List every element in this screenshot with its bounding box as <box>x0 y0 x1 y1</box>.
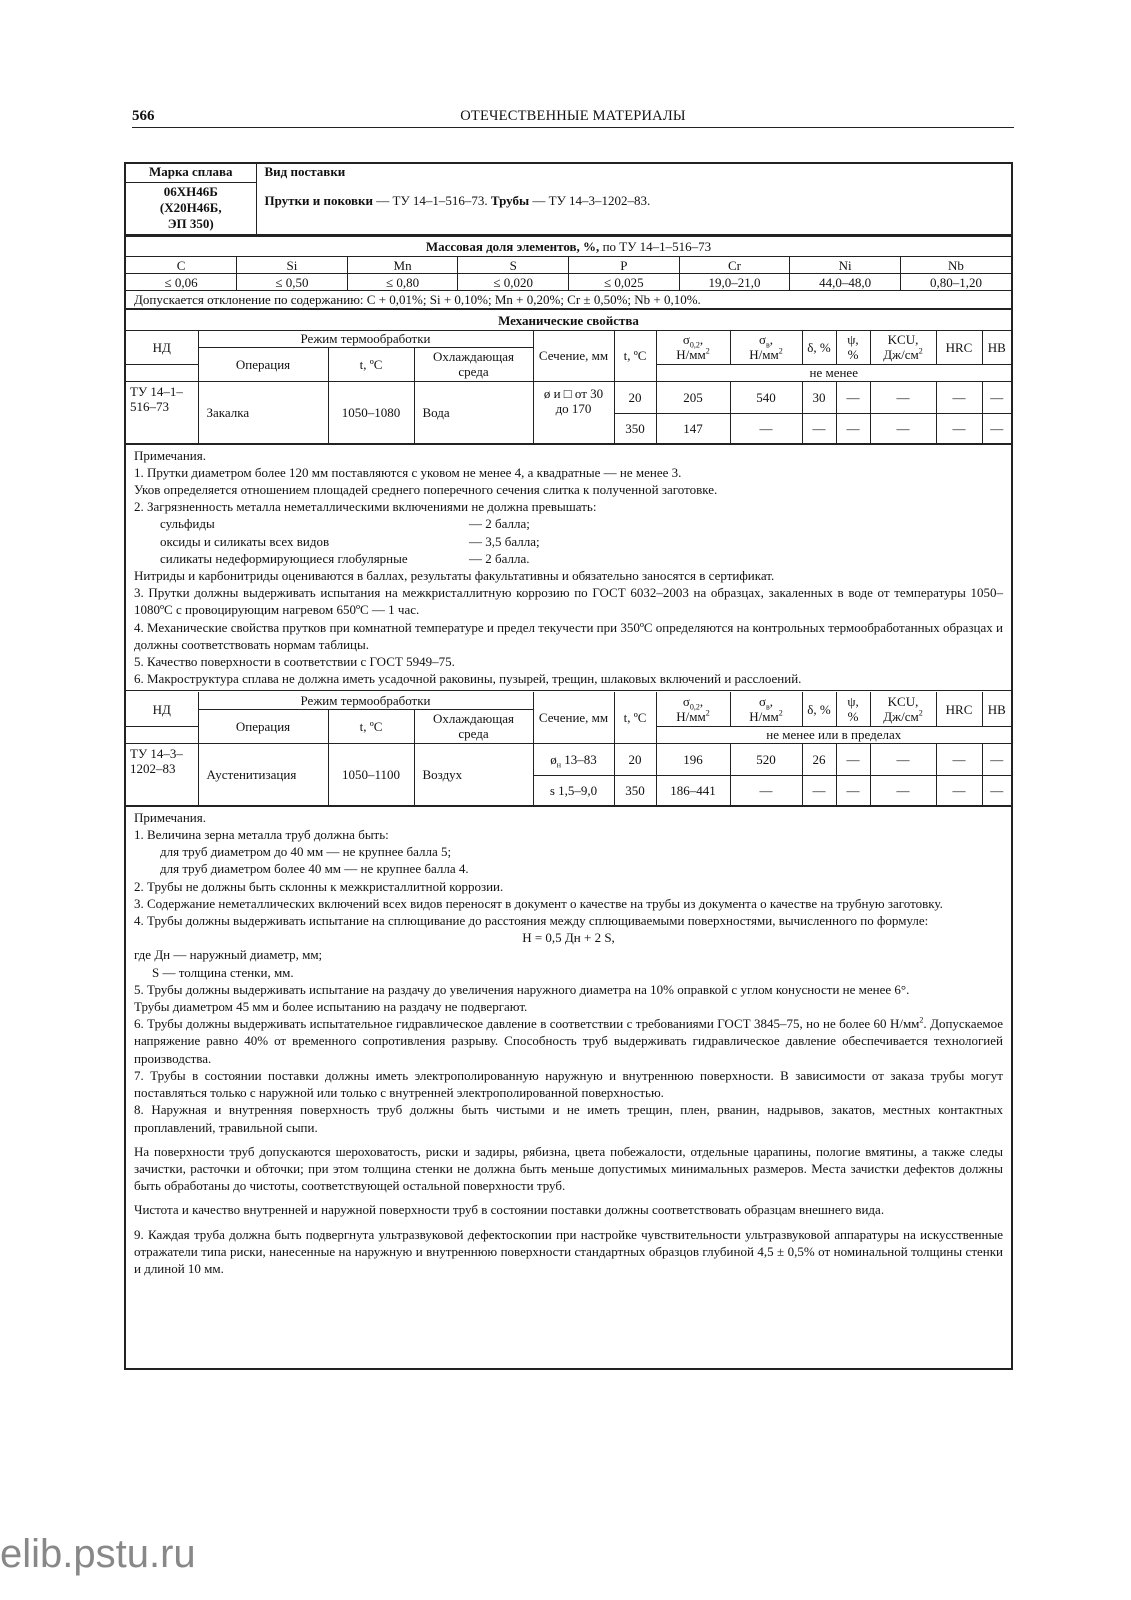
element-ni: Ni <box>790 257 901 274</box>
note-bars-5: 5. Качество поверхности в соответствии с ГОСТ 5949–75. <box>134 653 455 669</box>
hdr-reduction: ψ, % <box>836 330 870 364</box>
element-c: C <box>126 257 237 274</box>
note-pipes-7: 7. Трубы в состоянии поставки должны иметь электрополированную наружную и внутреннюю поверхности. В зависимости от заказа трубы могут поставляться только с наружной или только с внутренней электрополированной поверхностью. <box>134 1067 1003 1101</box>
grade-name-line2: (Х20Н46Б, <box>159 199 222 215</box>
grade-name-line3: ЭП 350) <box>167 215 214 231</box>
hdr-cooling: Охлаждающая среда <box>414 347 533 381</box>
pipes-r2-yield: 186–441 <box>656 775 730 805</box>
hdr-heat-mode: Режим термообработки <box>198 330 533 347</box>
inclusion-row: сульфиды — 2 балла; <box>160 516 530 532</box>
table-row <box>126 381 1011 413</box>
note-pipes-8: 8. Наружная и внутренняя поверхность труб должны быть чистыми и не иметь трещин, плен, рванин, надрывов, закатов, местных контактных проплавлений, травильной сыпи. <box>134 1102 1003 1135</box>
bars-r1-hrc: — <box>936 381 982 413</box>
grade-name-line1: 06ХН46Б <box>163 183 218 199</box>
hdr-elongation: δ, % <box>802 692 836 726</box>
hdr-hrc: HRC <box>936 330 982 364</box>
hdr-kcu: KCU, $Дж/см^2$ <box>870 692 936 726</box>
delivery-text <box>265 193 1008 208</box>
pipes-label: Трубы <box>490 193 530 208</box>
hdr-hrc: HRC <box>936 692 982 726</box>
note-pipes-1: 1. Величина зерна металла труб должна быть: <box>134 827 389 843</box>
bars-r2-t: 350 <box>614 413 656 443</box>
note-pipes-9: 9. Каждая труба должна быть подвергнута ультразвуковой дефектоскопии при настройке чувствительности ультразвуковой аппаратуры на искусственные отражатели типа риски, нанесенные на наружную и внутреннюю поверхности стандартных образцов глубиной 4,5 ± 0,5% от номинальной толщины стенки и длиной 10 мм. <box>134 1226 1003 1276</box>
bars-r1-kcu: — <box>870 381 936 413</box>
running-head: ОТЕЧЕСТВЕННЫЕ МАТЕРИАЛЫ <box>460 108 686 124</box>
hdr-section: Сечение, мм <box>533 692 614 743</box>
hdr-yield: $\sigma_{0,2}$, $Н/мм^2$ <box>656 692 730 726</box>
value-cr: 19,0–21,0 <box>679 274 790 291</box>
value-c: ≤ 0,06 <box>126 274 237 291</box>
element-cr: Cr <box>679 257 790 274</box>
bars-r2-hb: — <box>982 413 1011 443</box>
notes-bars <box>126 444 1011 691</box>
element-p: P <box>569 257 680 274</box>
note-pipes-5b: Трубы диаметром 45 мм и более испытанию на раздачу не подвергают. <box>134 999 528 1015</box>
watermark: elib.pstu.ru <box>0 1532 196 1576</box>
min-note: не менее или в пределах <box>656 726 1011 743</box>
bars-temp: 1050–1080 <box>328 381 414 443</box>
pipes-section-1: $ø_н$ 13–83 <box>533 743 614 775</box>
note-pipes-1a: для труб диаметром до 40 мм — не крупнее балла 5; <box>160 844 452 860</box>
hdr-hb: HB <box>982 330 1011 364</box>
pipes-temp: 1050–1100 <box>328 743 414 805</box>
pipes-r1-red: — <box>836 743 870 775</box>
note-bars-4: 4. Механические свойства прутков при комнатной температуре и предел текучести при 350ºC определяются на контрольных термообработанных образцах и должны соответствовать нормам таблицы. <box>134 619 1003 652</box>
delivery-cell <box>256 164 1011 234</box>
pipes-r2-tensile: — <box>730 775 802 805</box>
bars-r1-t: 20 <box>614 381 656 413</box>
page-number: 566 <box>132 108 155 124</box>
mech-table-bars <box>126 311 1011 444</box>
material-card <box>124 162 1013 1370</box>
element-nb: Nb <box>900 257 1011 274</box>
hdr-nd: НД <box>126 330 198 364</box>
bars-section: ø и □ от 30 до 170 <box>533 381 614 443</box>
pipes-r2-kcu: — <box>870 775 936 805</box>
bars-operation: Закалка <box>198 381 328 443</box>
notes-pipes-title: Примечания. <box>134 809 206 825</box>
bars-r2-elong: — <box>802 413 836 443</box>
value-si: ≤ 0,50 <box>237 274 348 291</box>
element-mn: Mn <box>347 257 458 274</box>
delivery-label: Вид поставки <box>264 164 346 179</box>
inclusion-row: оксиды и силикаты всех видов — 3,5 балла; <box>160 533 540 549</box>
value-p: ≤ 0,025 <box>569 274 680 291</box>
grade-table <box>126 164 1011 235</box>
hdr-cooling: Охлаждающая среда <box>414 709 533 743</box>
composition-title-std: по ТУ 14–1–516–73 <box>599 239 712 255</box>
note-pipes-5: 5. Трубы должны выдерживать испытание на раздачу до увеличения наружного диаметра на 10% оправкой с углом конусности не менее 6°. <box>134 981 910 997</box>
bars-r1-red: — <box>836 381 870 413</box>
pipes-r1-hrc: — <box>936 743 982 775</box>
flattening-formula: H = 0,5 Дн + 2 S, <box>522 930 615 946</box>
bars-r2-yield: 147 <box>656 413 730 443</box>
hdr-reduction: ψ, % <box>836 692 870 726</box>
hdr-nd: НД <box>126 692 198 726</box>
note-bars-2b: Нитриды и карбонитриды оцениваются в баллах, результаты факультативны и обязательно заносятся в сертификат. <box>134 567 775 583</box>
composition-deviation: Допускается отклонение по содержанию: C + 0,01%; Si + 0,10%; Mn + 0,20%; Cr ± 0,50%; Nb + 0,10%. <box>126 291 1011 309</box>
hdr-temp: t, ºC <box>328 709 414 743</box>
grade-label: Марка сплава <box>126 164 256 182</box>
bars-r2-kcu: — <box>870 413 936 443</box>
bars-r1-tensile: 540 <box>730 381 802 413</box>
pipes-section-2: s 1,5–9,0 <box>533 775 614 805</box>
note-pipes-cleanliness: Чистота и качество внутренней и наружной поверхности труб в состоянии поставки должны соответствовать образцам внешнего вида. <box>134 1202 885 1218</box>
hdr-elongation: δ, % <box>802 330 836 364</box>
composition-table <box>126 238 1011 310</box>
bars-nd: ТУ 14–1–516–73 <box>126 381 198 443</box>
note-bars-6: 6. Макроструктура сплава не должна иметь усадочной раковины, пузырей, трещин, шлаковых включений и расслоений. <box>134 671 802 687</box>
hdr-kcu: KCU, $Дж/см^2$ <box>870 330 936 364</box>
composition-title-bold: Массовая доля элементов, %, <box>425 239 600 255</box>
hdr-temp: t, ºC <box>328 347 414 381</box>
hdr-operation: Операция <box>198 347 328 381</box>
note-pipes-3: 3. Содержание неметаллических включений всех видов переносят в документ о качестве на трубы из документа о качестве на трубную заготовку. <box>134 895 943 911</box>
hdr-test-temp: t, ºC <box>614 330 656 381</box>
value-nb: 0,80–1,20 <box>900 274 1011 291</box>
note-bars-1b: Уков определяется отношением площадей среднего поперечного сечения слитка к полученной заготовке. <box>134 481 718 497</box>
min-note: не менее <box>656 364 1011 381</box>
hdr-operation: Операция <box>198 709 328 743</box>
hdr-test-temp: t, ºC <box>614 692 656 743</box>
pipes-r2-hb: — <box>982 775 1011 805</box>
hdr-tensile: $\sigma_в$, $Н/мм^2$ <box>730 692 802 726</box>
note-pipes-4: 4. Трубы должны выдерживать испытание на сплющивание до расстояния между сплющиваемыми поверхностями, вычисленного по формуле: <box>134 913 929 929</box>
notes-pipes <box>126 806 1011 1280</box>
bars-cooling: Вода <box>414 381 533 443</box>
bars-r1-yield: 205 <box>656 381 730 413</box>
pipes-nd: ТУ 14–3–1202–83 <box>126 743 198 805</box>
notes-bars-title: Примечания. <box>134 447 206 463</box>
value-mn: ≤ 0,80 <box>347 274 458 291</box>
element-s: S <box>458 257 569 274</box>
bars-std: — ТУ 14–1–516–73. <box>373 193 491 208</box>
note-pipes-1b: для труб диаметром более 40 мм — не крупнее балла 4. <box>160 861 469 877</box>
composition-elements-row <box>126 257 1011 274</box>
note-pipes-6: 6. Трубы должны выдерживать испытательное гидравлическое давление в соответствии с требованиями ГОСТ 3845–75, но не более 60 $Н/мм^2$. Допускаемое напряжение равно 40% от временного сопротивления разрыву. Способность труб выдерживать гидравлическое давление обеспечивается технологией производства. <box>134 1015 1003 1066</box>
inclusion-row: силикаты недеформирующиеся глобулярные — 2 балла. <box>160 550 530 566</box>
formula-where-2: S — толщина стенки, мм. <box>152 964 294 980</box>
bars-r2-hrc: — <box>936 413 982 443</box>
bars-r2-red: — <box>836 413 870 443</box>
bars-r1-hb: — <box>982 381 1011 413</box>
formula-where-1: где Дн — наружный диаметр, мм; <box>134 947 323 963</box>
pipes-r2-t: 350 <box>614 775 656 805</box>
note-pipes-2: 2. Трубы не должны быть склонны к межкристаллитной коррозии. <box>134 878 504 894</box>
hdr-heat-mode: Режим термообработки <box>198 692 533 709</box>
table-row <box>126 743 1011 775</box>
element-si: Si <box>237 257 348 274</box>
value-ni: 44,0–48,0 <box>790 274 901 291</box>
hdr-hb: HB <box>982 692 1011 726</box>
grade-name <box>126 182 256 234</box>
note-bars-2: 2. Загрязненность металла неметаллическими включениями не должна превышать: <box>134 499 597 515</box>
pipes-r1-hb: — <box>982 743 1011 775</box>
bars-r2-tensile: — <box>730 413 802 443</box>
pipes-r1-t: 20 <box>614 743 656 775</box>
page-header <box>132 108 1014 128</box>
hdr-section: Сечение, мм <box>533 330 614 381</box>
pipes-r1-yield: 196 <box>656 743 730 775</box>
pipes-operation: Аустенитизация <box>198 743 328 805</box>
pipes-std: — ТУ 14–3–1202–83. <box>529 193 651 208</box>
composition-values-row <box>126 274 1011 291</box>
pipes-r1-kcu: — <box>870 743 936 775</box>
value-s: ≤ 0,020 <box>458 274 569 291</box>
composition-title <box>126 238 1011 257</box>
note-bars-3: 3. Прутки должны выдерживать испытания на межкристаллитную коррозию по ГОСТ 6032–2003 на образцах, закаленных в воде от температуры 1050–1080ºC с провоцирующим нагревом 650ºC — 1 час. <box>134 585 1003 618</box>
note-bars-1: 1. Прутки диаметром более 120 мм поставляются с уковом не менее 4, а квадратные — не менее 3. <box>134 464 682 480</box>
pipes-r2-hrc: — <box>936 775 982 805</box>
pipes-r1-elong: 26 <box>802 743 836 775</box>
pipes-cooling: Воздух <box>414 743 533 805</box>
pipes-r2-elong: — <box>802 775 836 805</box>
pipes-r2-red: — <box>836 775 870 805</box>
note-pipes-surface: На поверхности труб допускаются шероховатость, риски и задиры, рябизна, цвета побежалости, отдельные царапины, пологие вмятины, а также следы зачистки, расточки и обточки; при этом толщина стенки не должна быть меньше допустимых минимальных размеров. Места зачистки дефектов должны быть обработаны до чистоты, соответствующей остальной поверхности труб. <box>134 1143 1003 1194</box>
mech-table-pipes <box>126 692 1011 806</box>
hdr-yield: $\sigma_{0,2}$, $Н/мм^2$ <box>656 330 730 364</box>
mech-title: Механические свойства <box>126 311 1011 330</box>
bars-label: Прутки и поковки <box>264 193 374 208</box>
pipes-r1-tensile: 520 <box>730 743 802 775</box>
bars-r1-elong: 30 <box>802 381 836 413</box>
hdr-tensile: $\sigma_в$, $Н/мм^2$ <box>730 330 802 364</box>
